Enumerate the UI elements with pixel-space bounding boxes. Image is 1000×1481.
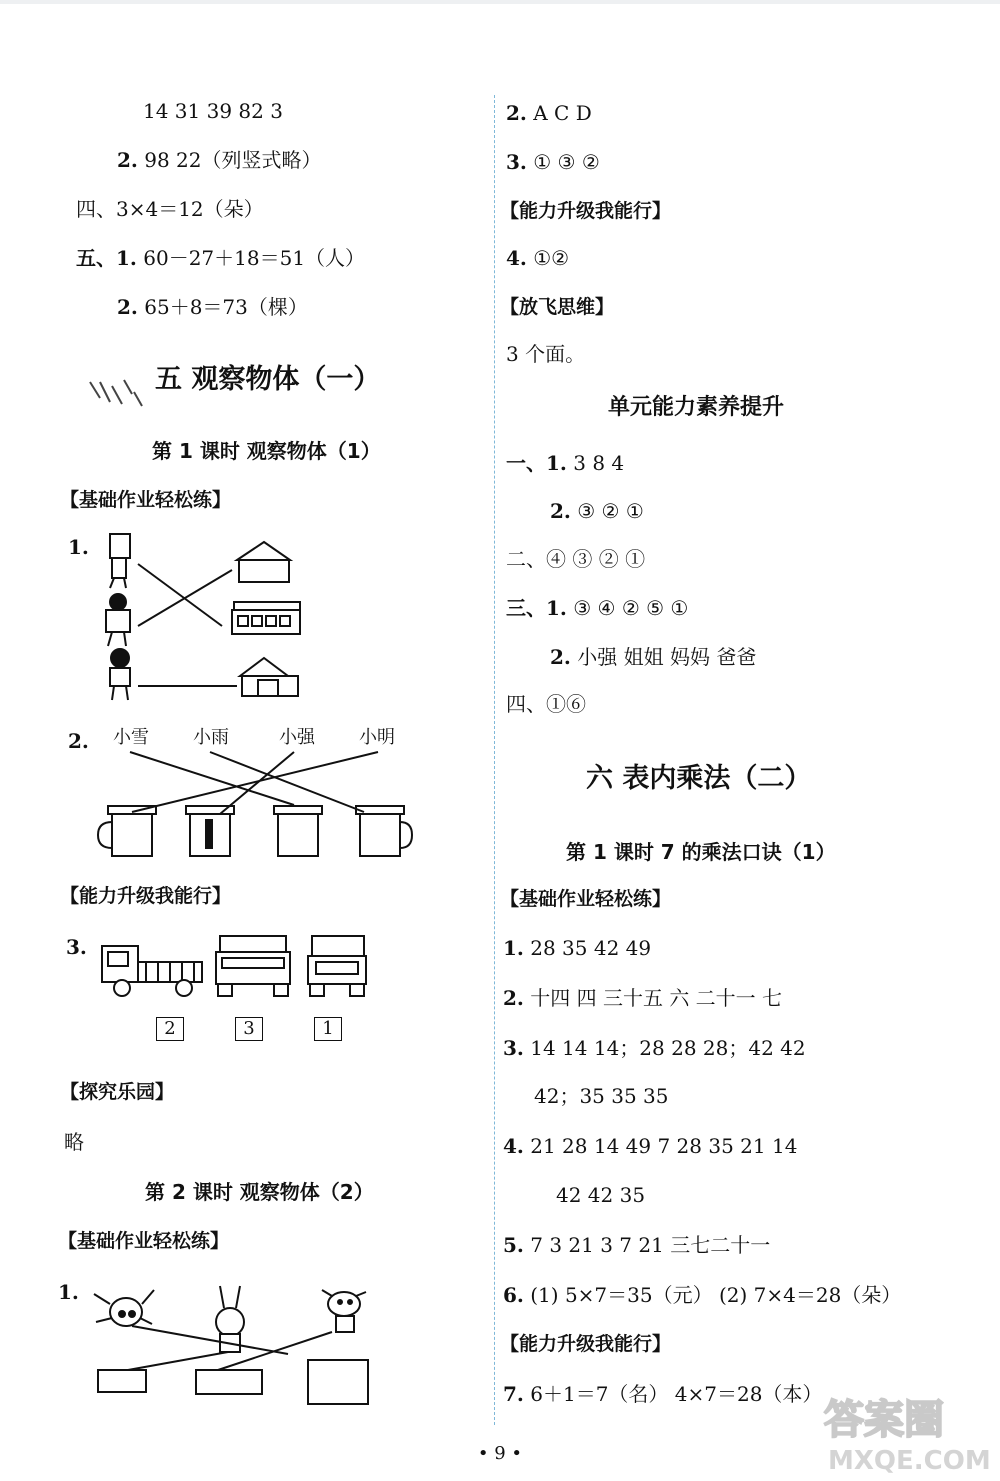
answer-line: 2. 98 22（列竖式略） [117,148,322,172]
lesson-title: 第 2 课时 观察物体（2） [145,1180,374,1204]
answer-line: 4. ①② [506,246,570,270]
question-number: 1. [58,1280,79,1304]
figure-trucks [98,932,368,1002]
answer-line: 五、1. 60－27＋18＝51（人） [76,246,366,270]
lesson-title: 第 1 课时 观察物体（1） [152,439,381,463]
answer-line: 略 [64,1130,84,1154]
answer-line: 三、1. ③ ④ ② ⑤ ① [506,596,689,620]
answer-line: 四、①⑥ [506,692,586,716]
answer-line: 3. ① ③ ② [506,150,600,174]
answer-box: 3 [235,1015,263,1041]
unit-title: 五 观察物体（一） [155,364,381,395]
answer-box: 2 [156,1015,184,1041]
watermark-logo [818,1385,993,1477]
answer-line: 7. 6＋1＝7（名） 4×7＝28（本） [503,1382,823,1406]
answer-line: 42 42 35 [556,1183,646,1207]
unit-title: 六 表内乘法（二） [586,763,812,794]
page-number: • 9 • [477,1443,523,1464]
top-edge [0,0,1000,4]
section-heading: 【放飞思维】 [500,296,615,318]
answer-line: 二、④ ③ ② ① [506,547,646,571]
figure-cups [94,750,414,862]
answer-line: 4. 21 28 14 49 7 28 35 21 14 [503,1134,798,1158]
answer-line: 2. ③ ② ① [550,499,644,523]
question-number: 1. [68,535,89,559]
section-heading: 【能力升级我能行】 [500,200,672,222]
child-name: 小雨 [193,727,229,748]
answer-line: 42；35 35 35 [534,1084,669,1108]
answer-box: 1 [314,1015,342,1041]
column-divider [494,95,495,1425]
section-heading: 【能力升级我能行】 [60,885,232,907]
question-number: 3. [66,935,87,959]
section-heading: 【基础作业轻松练】 [58,1230,230,1252]
answer-line: 1. 28 35 42 49 [503,936,652,960]
question-number: 2. [68,729,89,753]
lesson-title: 第 1 课时 7 的乘法口诀（1） [566,840,836,864]
watermark-text: 答案圈 [824,1397,944,1443]
answer-line: 3 个面。 [506,342,586,366]
unit-review-title: 单元能力素养提升 [608,395,785,420]
answer-line: 5. 7 3 21 3 7 21 三七二十一 [503,1233,771,1257]
answer-line: 3. 14 14 14；28 28 28；42 42 [503,1036,806,1060]
answer-line: 2. 小强 姐姐 妈妈 爸爸 [550,645,757,669]
child-name: 小明 [359,727,395,748]
answer-line: 一、1. 3 8 4 [506,451,625,475]
answer-line: 2. 十四 四 三十五 六 二十一 七 [503,986,783,1010]
answer-line: 2. 65＋8＝73（棵） [117,295,308,319]
watermark-url: MXQE.COM [828,1446,991,1476]
answer-line: 2. A C D [506,101,592,125]
section-heading: 【探究乐园】 [60,1081,175,1103]
unit-title-decoration [86,372,148,412]
section-heading: 【能力升级我能行】 [500,1333,672,1355]
answer-line: 四、3×4＝12（朵） [76,197,264,221]
section-heading: 【基础作业轻松练】 [500,888,672,910]
figure-children-houses [92,530,312,710]
child-name: 小强 [279,727,315,748]
figure-animals-views [88,1282,378,1410]
answer-line: 6. (1) 5×7＝35（元） (2) 7×4＝28（朵） [503,1283,902,1307]
answer-line: 14 31 39 82 3 [143,99,283,123]
section-heading: 【基础作业轻松练】 [60,489,232,511]
child-name: 小雪 [113,727,149,748]
